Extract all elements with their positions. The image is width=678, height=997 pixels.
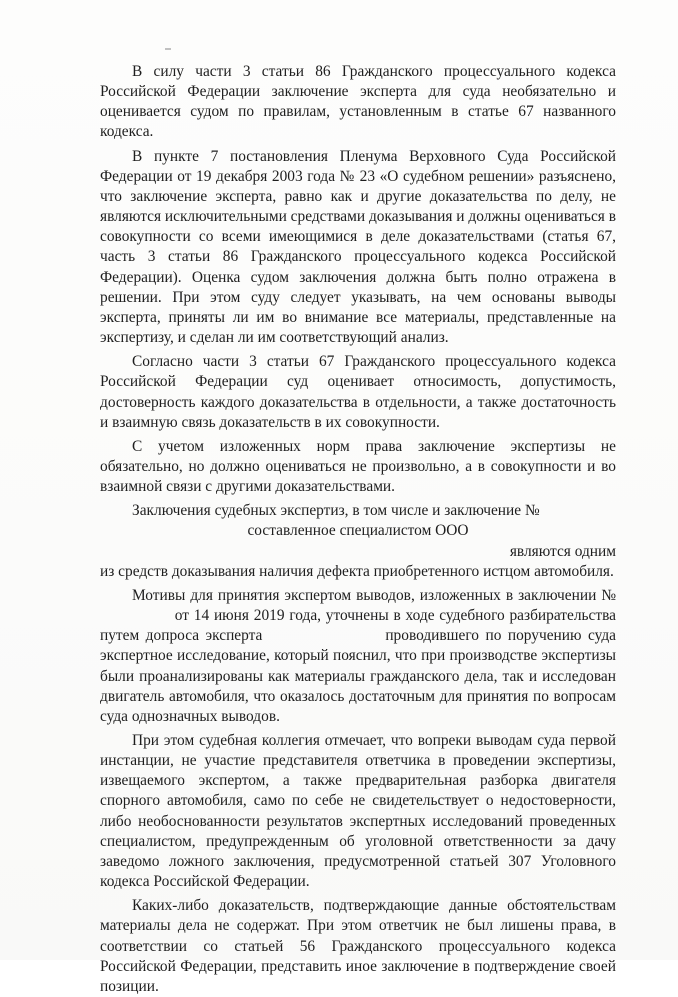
document-body	[100, 62, 616, 997]
paragraph-5	[100, 501, 616, 582]
paragraph-1: В силу части 3 статьи 86 Гражданского процессуального кодекса Российской Федерации заключение эксперта для суда необязательно и оценивается судом по правилам, установленным в статье 67 названного кодекса.	[100, 63, 616, 141]
paragraph-6-part-1: Мотивы для принятия экспертом выводов, изложенных в заключении №	[132, 586, 616, 604]
paragraph-7: При этом судебная коллегия отмечает, что вопреки выводам суда первой инстанции, не участие представителя ответчика в проведении экспертизы, извещаемого экспертом, а также предварительная разборка двигателя спорного автомобиля, само по себе не свидетельствует о недостоверности, либо необоснованности результатов экспертных исследований проведенных специалистом, предупрежденным об уголовной ответственности за дачу заведомо ложного заключения, предусмотренной статьей 307 Уголовного кодекса Российской Федерации.	[100, 732, 616, 891]
paragraph-6	[100, 586, 616, 727]
paragraph-5-line-3: являются одним	[509, 542, 616, 560]
scan-artifact	[165, 48, 171, 50]
paragraph-6-part-3: проводившего по поручению суда экспертное исследование, который пояснил, что при производстве экспертизы были проанализированы как материалы гражданского дела, так и исследован двигатель автомобиля, что оказалось достаточным для принятия по вопросам суда однозначных выводов.	[100, 627, 616, 725]
paragraph-5-line-1: Заключения судебных экспертиз, в том числе и заключение №	[132, 502, 540, 520]
paragraph-5-line-2: составленное специалистом ООО	[247, 522, 469, 540]
paragraph-8: Каких-либо доказательств, подтверждающие данные обстоятельствам материалы дела не содержат. При этом ответчик не был лишены права, в соответствии со статьей 56 Гражданского процессуального кодекса Российской Федерации, представить иное заключение в подтверждение своей позиции.	[100, 897, 616, 995]
paragraph-2: В пункте 7 постановления Пленума Верховного Суда Российской Федерации от 19 декабря 2003 года № 23 «О судебном решении» разъяснено, что заключение эксперта, равно как и другие доказательства по делу, не являются исключительными средствами доказывания и должны оцениваться в совокупности со всеми имеющимися в деле доказательствами (статья 67, часть 3 статьи 86 Гражданского процессуального кодекса Российской Федерации). Оценка судом заключения должна быть полно отражена в решении. При этом суду следует указывать, на чем основаны выводы эксперта, приняты ли им во внимание все материалы, представленные на экспертизу, и сделан ли им соответствующий анализ.	[100, 147, 616, 347]
paragraph-4: С учетом изложенных норм права заключение экспертизы не обязательно, но должно оцениваться не произвольно, а в совокупности и во взаимной связи с другими доказательствами.	[100, 437, 616, 496]
paragraph-6-part-2: от 14 июня 2019 года, уточнены в ходе судебного разбирательства путем допроса эксперта	[100, 607, 616, 645]
paragraph-3: Согласно части 3 статьи 67 Гражданского процессуального кодекса Российской Федерации суд оценивает относимость, допустимость, достоверность каждого доказательства в отдельности, а также достаточность и взаимную связь доказательств в их совокупности.	[100, 353, 616, 431]
paragraph-5-rest: из средств доказывания наличия дефекта приобретенного истцом автомобиля.	[100, 562, 614, 580]
